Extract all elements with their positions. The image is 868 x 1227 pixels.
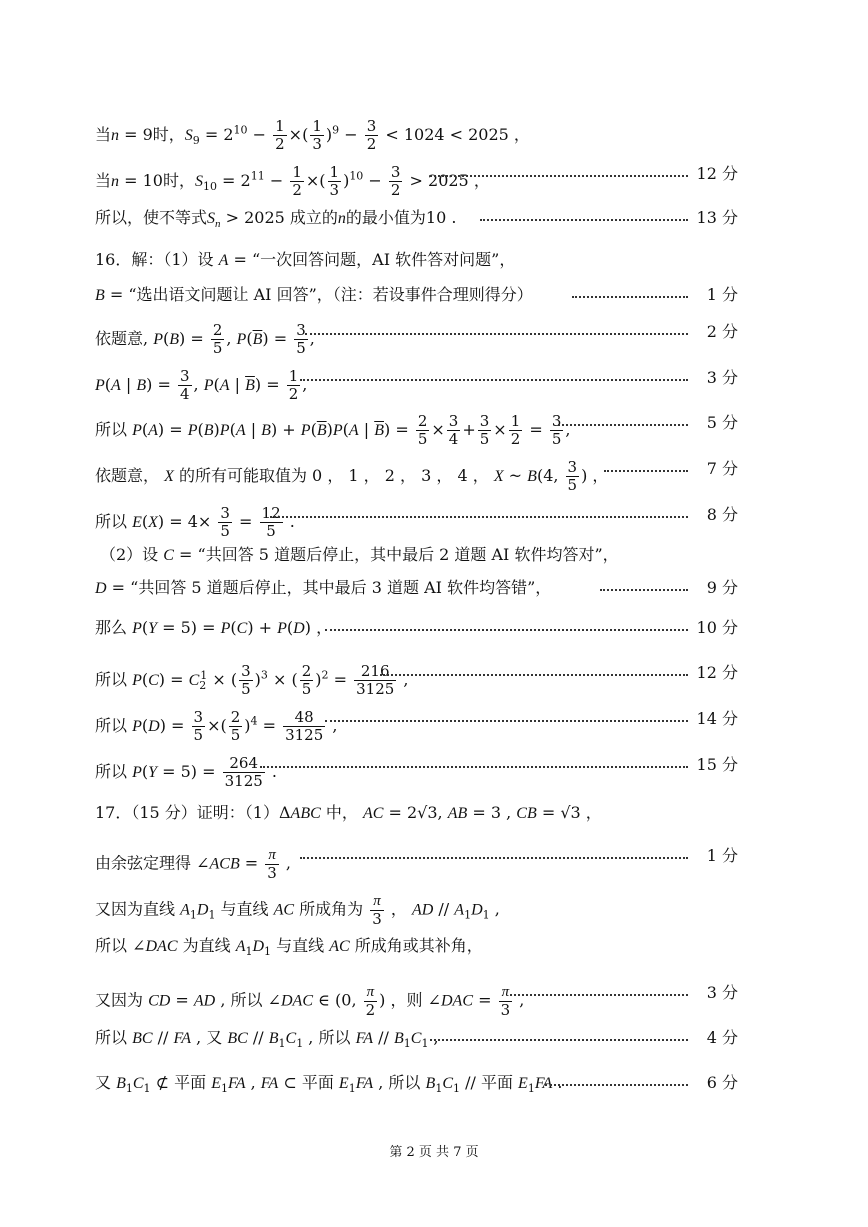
line-16-PB: 依题意, P(B) = $\frac{2}{5}$ , $P(\overline{B})$ = $\frac{3}{5}$ , — [95, 321, 315, 357]
score-label: 9 分 — [706, 578, 738, 597]
dot-leader — [545, 1084, 688, 1086]
line-16-PA: 所以 P(A) = P(B)P(A | $B) + P(\overline{B})P(A$ | $\overline{B}$) = $\frac{2}{5}$ × $\frac{3}{4}$ + $\frac{3}{5}$ × $\frac{1}{2}$ = $\frac{3}{5}$ , — [95, 412, 571, 448]
score-label: 3 分 — [706, 368, 738, 387]
line-16-X: 依题意， X 的所有可能取值为 0 ， 1 ， 2 ， 3 ， 4 ， X ~ B(4, $\frac{3}{5}$ ) ， — [95, 458, 609, 494]
score-label: 1 分 — [706, 846, 738, 865]
line-n9: 当n = 9时，$S_9 = 2^{10}$ − $\frac{1}{2}$ ×( $\frac{1}{3}$ )$^9$ − $\frac{3}{2}$ < 1024 < 2025 ， — [95, 117, 530, 153]
page-footer: 第 2 页 共 7 页 — [389, 1145, 479, 1160]
line-16-B: B = “选出语文问题让 AI 回答”，（注：若设事件合理则得分） — [95, 285, 533, 304]
line-16-D: D = “共回答 5 道题后停止，其中最后 3 道题 AI 软件均答错”， — [95, 578, 552, 597]
dot-leader — [325, 720, 688, 722]
score-label: 10 分 — [696, 618, 738, 637]
line-17-BC: 所以 BC // FA , 又 BC // $B_1C_1$ , 所以 FA // $B_1C_1$ , — [95, 1028, 439, 1051]
score-label: 12 分 — [696, 164, 738, 183]
dot-leader — [572, 296, 688, 298]
score-label: 5 分 — [706, 413, 738, 432]
line-16-PD: 所以 P(D) = $\frac{3}{5}$ ×( $\frac{2}{5}$ )$^4$ = $\frac{48}{3125}$ , — [95, 708, 338, 744]
line-17-DAC: 所以 ∠DAC 为直线 $A_1D_1$ 与直线 AC 所成角或其补角， — [95, 936, 483, 959]
line-16-PC: 所以 $P(C) = C_2^1$ × ( $\frac{3}{5}$ )$^3$ × ( $\frac{2}{5}$ )$^2$ = $\frac{216}{3125}$ , — [95, 662, 409, 698]
dot-leader — [260, 766, 688, 768]
line-16-PAB: P(A | B) = $\frac{3}{4}$ , P(A | $\overline{B}$) = $\frac{1}{2}$ , — [95, 367, 308, 403]
line-17-title: 17．（15 分）证明：（1）ΔABC 中， AC = 2√3, AB = 3 , CB = √3 ， — [95, 803, 602, 822]
dot-leader — [325, 629, 688, 631]
line-16-EX: 所以 E(X) = 4× $\frac{3}{5}$ = $\frac{12}{5}$ . — [95, 504, 295, 540]
dot-leader — [300, 379, 688, 381]
score-label: 2 分 — [706, 322, 738, 341]
score-label: 14 分 — [696, 709, 738, 728]
dot-leader — [270, 516, 688, 518]
line-17-CD: 又因为 CD = AD , 所以 ∠DAC ∈ (0, $\frac{\pi}{2}$ ) ，则 ∠DAC = $\frac{\pi}{3}$ , — [95, 984, 525, 1019]
line-17-A1D1: 又因为直线 $A_1D_1$ 与直线 AC 所成角为 $\frac{\pi}{3}$ ， AD // $A_1D_1$ , — [95, 893, 500, 928]
score-label: 1 分 — [706, 285, 738, 304]
score-label: 7 分 — [706, 459, 738, 478]
score-label: 4 分 — [706, 1028, 738, 1047]
dot-leader — [430, 175, 688, 177]
line-conclusion: 所以，使不等式$S_n > 2025$ 成立的n的最小值为10 . — [95, 208, 457, 231]
dot-leader — [480, 219, 688, 221]
line-n10: 当n = 10时，$S_{10} = 2^{11}$ − $\frac{1}{2}$ ×( $\frac{1}{3}$ )$^{10}$ − $\frac{3}{2}$ > 2025 ， — [95, 163, 490, 199]
dot-leader — [558, 424, 688, 426]
dot-leader — [510, 994, 688, 996]
dot-leader — [430, 1039, 688, 1041]
dot-leader — [300, 857, 688, 859]
score-label: 12 分 — [696, 663, 738, 682]
score-label: 6 分 — [706, 1073, 738, 1092]
dot-leader — [604, 470, 688, 472]
line-16-C: （2）设 C = “共回答 5 道题后停止，其中最后 2 道题 AI 软件均答对”， — [100, 545, 619, 564]
line-16-PY5: 所以 P(Y = 5) = $\frac{264}{3125}$ . — [95, 754, 277, 790]
line-16-PY: 那么 P(Y = 5) = P(C) + P(D) ， — [95, 618, 333, 637]
score-label: 8 分 — [706, 505, 738, 524]
score-label: 15 分 — [696, 755, 738, 774]
dot-leader — [305, 333, 688, 335]
score-label: 13 分 — [696, 208, 738, 227]
score-label: 3 分 — [706, 983, 738, 1002]
line-17-plane: 又 $B_1C_1$ ⊄ 平面 $E_1FA$ , FA ⊂ 平面 $E_1FA$ , 所以 $B_1C_1$ // 平面 $E_1FA$ . — [95, 1073, 563, 1096]
dot-leader — [380, 674, 688, 676]
dot-leader — [600, 589, 688, 591]
line-16-title: 16．解：（1）设 A = “一次回答问题，AI 软件答对问题”， — [95, 250, 516, 269]
line-17-ACB: 由余弦定理得 ∠ACB = $\frac{\pi}{3}$ , — [95, 847, 292, 882]
